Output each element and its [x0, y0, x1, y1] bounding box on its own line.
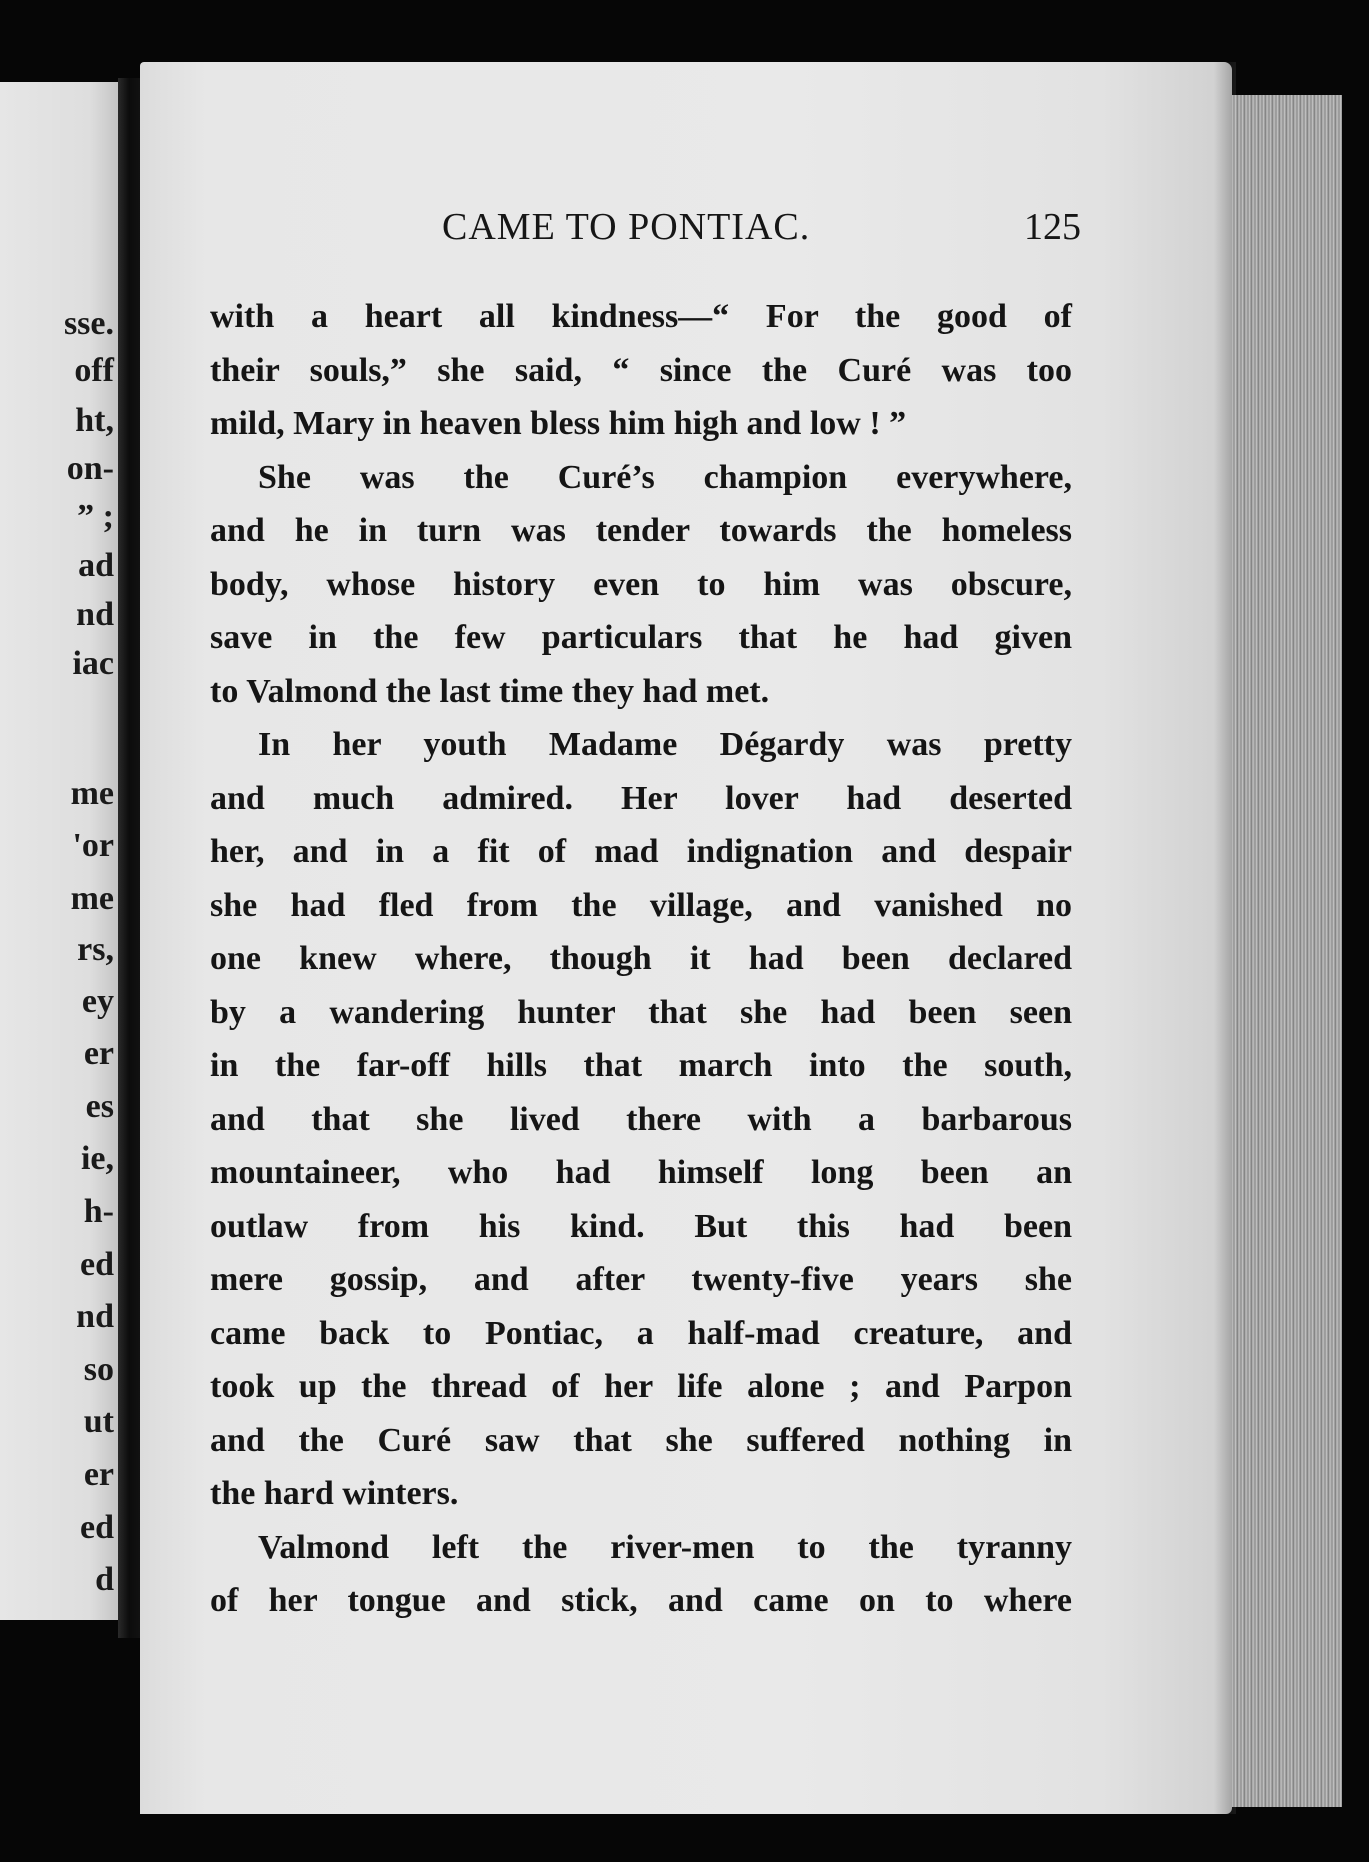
- page-edges-stack: [1232, 95, 1342, 1807]
- left-page-fragment: ut: [83, 1403, 114, 1440]
- text-line: the hard winters.: [210, 1475, 459, 1512]
- text-line: In her youth Madame Dégardy was pretty: [258, 726, 1072, 763]
- left-page-fragment: er: [83, 1035, 114, 1072]
- text-line: mere gossip, and after twenty-five years she: [210, 1261, 1072, 1298]
- left-page-fragment: er: [83, 1456, 114, 1493]
- text-line: mild, Mary in heaven bless him high and low ! ”: [210, 405, 907, 442]
- paragraph: [210, 451, 1072, 719]
- text-line: outlaw from his kind. But this had been: [210, 1207, 1072, 1245]
- left-page-fragment: ed: [80, 1509, 114, 1546]
- text-line: and much admired. Her lover had deserted: [210, 779, 1072, 817]
- left-page-fragment: h-: [83, 1193, 114, 1230]
- left-page-fragment: ey: [81, 983, 114, 1020]
- page-number: 125: [1024, 206, 1081, 248]
- left-page-fragment: nd: [76, 596, 114, 633]
- left-page-fragment: me: [70, 775, 114, 812]
- left-page-fragment: ad: [78, 547, 114, 584]
- left-page-fragment: es: [85, 1088, 114, 1125]
- text-line: of her tongue and stick, and came on to where: [210, 1582, 1072, 1619]
- left-page-fragment: ” ;: [77, 498, 114, 535]
- text-line: one knew where, though it had been declared: [210, 940, 1072, 977]
- text-line: to Valmond the last time they had met.: [210, 672, 770, 710]
- text-line: came back to Pontiac, a half-mad creature, and: [210, 1314, 1072, 1352]
- text-line: took up the thread of her life alone ; and Parpon: [210, 1368, 1072, 1405]
- text-line: She was the Curé’s champion everywhere,: [258, 458, 1072, 496]
- left-page-fragment: iac: [72, 645, 114, 682]
- text-line: and he in turn was tender towards the homeless: [210, 512, 1072, 549]
- text-line: her, and in a fit of mad indignation and despair: [210, 833, 1072, 870]
- text-line: she had fled from the village, and vanished no: [210, 886, 1072, 924]
- paragraph: [210, 1521, 1072, 1628]
- left-page-fragment: rs,: [77, 931, 114, 968]
- text-line: Valmond left the river-men to the tyranny: [258, 1528, 1072, 1566]
- left-page-fragment: 'or: [72, 827, 114, 864]
- left-page-fragment: ht,: [75, 402, 114, 439]
- text-line: in the far-off hills that march into the south,: [210, 1047, 1072, 1084]
- text-line: by a wandering hunter that she had been seen: [210, 993, 1072, 1031]
- left-page-fragment: off: [74, 352, 114, 389]
- paragraph: [210, 718, 1072, 1521]
- left-page-fragment: so: [83, 1351, 114, 1388]
- left-page-fragment: on-: [66, 450, 114, 487]
- paragraph: [210, 290, 1072, 451]
- text-line: their souls,” she said, “ since the Curé was too: [210, 351, 1072, 389]
- left-page-fragment: nd: [76, 1298, 114, 1335]
- body-text: [210, 290, 1072, 1628]
- left-page-fragment: d: [95, 1561, 114, 1598]
- facing-page-left: [0, 82, 128, 1620]
- left-page-fragment: ed: [80, 1246, 114, 1283]
- text-line: and the Curé saw that she suffered nothing in: [210, 1421, 1072, 1459]
- text-line: save in the few particulars that he had given: [210, 619, 1072, 656]
- text-line: mountaineer, who had himself long been an: [210, 1154, 1072, 1191]
- text-line: body, whose history even to him was obscure,: [210, 565, 1072, 603]
- left-page-fragment: sse.: [63, 305, 114, 342]
- left-page-fragment: ie,: [80, 1140, 114, 1177]
- running-head: CAME TO PONTIAC.: [442, 206, 811, 248]
- text-line: with a heart all kindness—“ For the good of: [210, 298, 1072, 335]
- text-line: and that she lived there with a barbarous: [210, 1100, 1072, 1138]
- left-page-fragment: me: [70, 880, 114, 917]
